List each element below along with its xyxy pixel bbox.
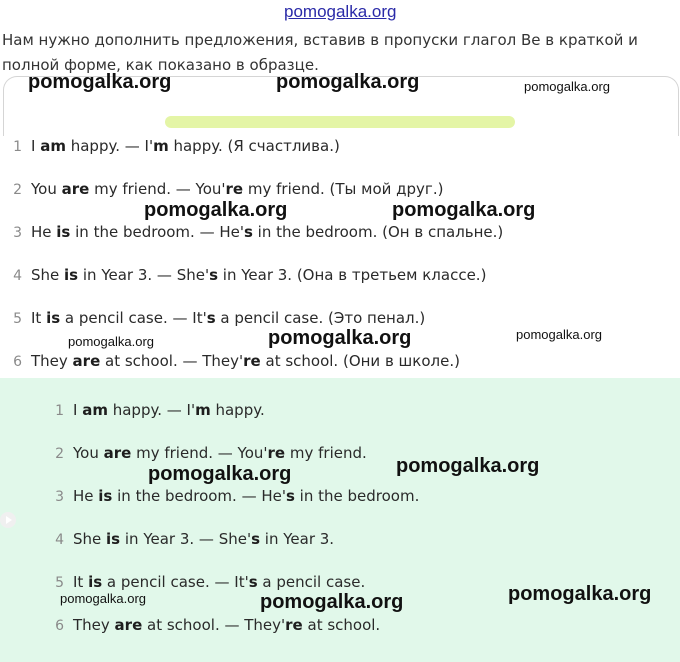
list-item: 5 It is a pencil case. — It's a pencil case. (Это пенал.): [13, 309, 426, 327]
watermark: pomogalka.org: [396, 455, 540, 477]
list-item: 5 It is a pencil case. — It's a pencil case.: [55, 573, 366, 591]
watermark: pomogalka.org: [516, 327, 602, 342]
watermark: pomogalka.org: [260, 591, 404, 613]
list-item: 4 She is in Year 3. — She's in Year 3.: [55, 530, 335, 548]
watermark: pomogalka.org: [28, 71, 172, 93]
list-item: 1 I am happy. — I'm happy.: [55, 401, 265, 419]
watermark-link[interactable]: pomogalka.org: [284, 2, 397, 21]
list-item: 3 He is in the bedroom. — He's in the bedroom. (Он в спальне.): [13, 223, 504, 241]
list-item: 2 You are my friend. — You're my friend. (Ты мой друг.): [13, 180, 444, 198]
watermark: pomogalka.org: [508, 583, 652, 605]
list-item: 1 I am happy. — I'm happy. (Я счастлива.): [13, 137, 340, 155]
watermark: pomogalka.org: [392, 199, 536, 221]
highlight-bar: [165, 116, 515, 128]
watermark: pomogalka.org: [276, 71, 420, 93]
watermark: pomogalka.org: [68, 334, 154, 349]
watermark: pomogalka.org: [268, 327, 412, 349]
watermark: pomogalka.org: [148, 463, 292, 485]
watermark: pomogalka.org: [524, 79, 610, 94]
instruction-text: Нам нужно дополнить предложения, вставив в пропуски глагол Be в краткой и полной форме, как показано в образце.: [2, 31, 638, 74]
watermark: pomogalka.org: [60, 591, 146, 606]
watermark: pomogalka.org: [144, 199, 288, 221]
list-item: 3 He is in the bedroom. — He's in the bedroom.: [55, 487, 420, 505]
play-icon[interactable]: [0, 512, 16, 528]
list-item: 2 You are my friend. — You're my friend.: [55, 444, 367, 462]
list-item: 6 They are at school. — They're at school.: [55, 616, 381, 634]
list-item: 4 She is in Year 3. — She's in Year 3. (Она в третьем классе.): [13, 266, 487, 284]
list-item: 6 They are at school. — They're at school. (Они в школе.): [13, 352, 460, 370]
answer-panel: [0, 378, 680, 662]
